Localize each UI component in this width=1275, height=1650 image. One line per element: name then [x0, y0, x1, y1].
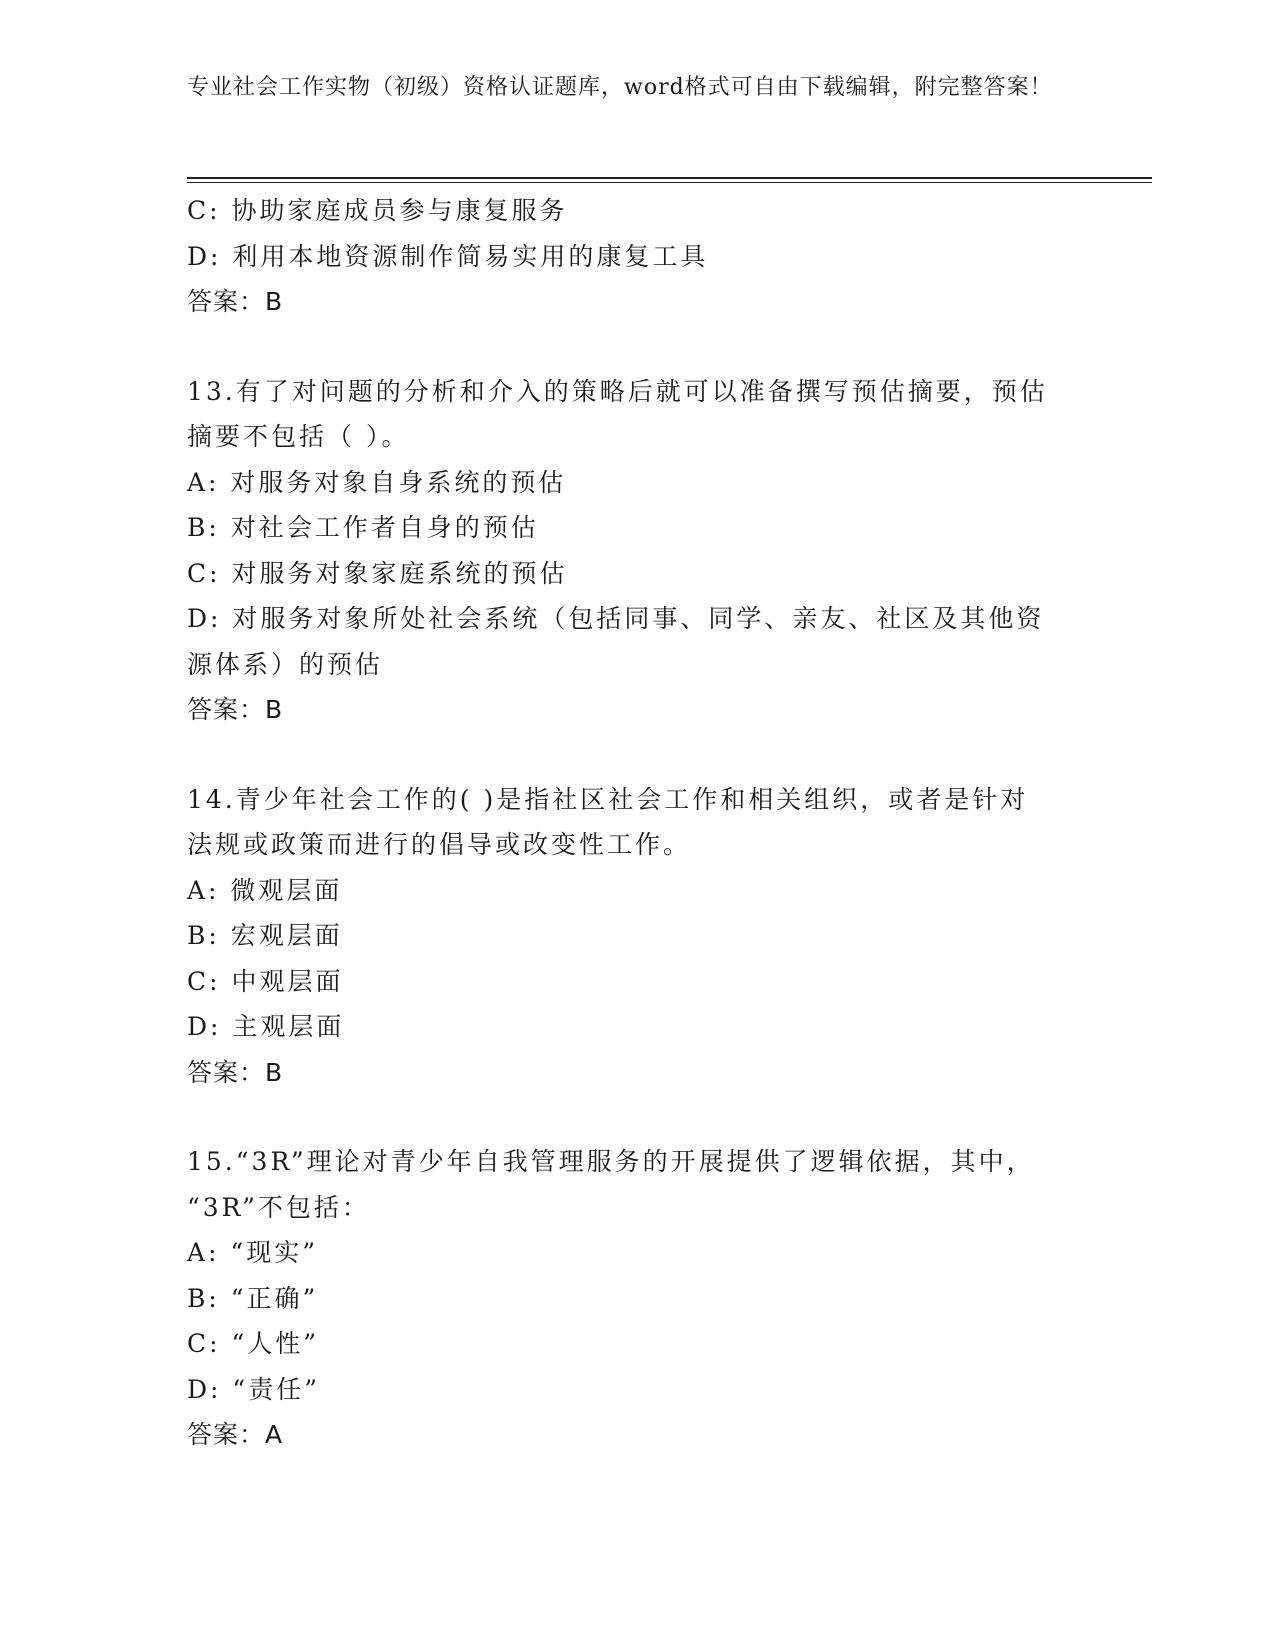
option-c: C: 中观层面	[187, 966, 344, 996]
option-d-continued: 源体系）的预估	[187, 649, 384, 679]
option-b: B: 对社会工作者自身的预估	[187, 513, 539, 542]
question-13	[187, 369, 1087, 733]
question-text-line: 法规或政策而进行的倡导或改变性工作。	[187, 830, 692, 859]
answer: 答案：B	[187, 1057, 284, 1087]
header-divider-thick	[187, 177, 1152, 179]
answer: 答案：B	[187, 287, 284, 316]
option-c: C: “人性”	[187, 1329, 320, 1358]
option-b: B: 宏观层面	[187, 921, 343, 950]
question-15	[187, 1139, 1087, 1458]
question-text-line: 15.“3R”理论对青少年自我管理服务的开展提供了逻辑依据，其中，	[187, 1147, 1035, 1176]
answer: 答案：A	[187, 1420, 284, 1449]
header-divider-thin	[187, 182, 1152, 183]
question-text-line: 14.青少年社会工作的( )是指社区社会工作和相关组织，或者是针对	[187, 784, 1029, 814]
header-text: 专业社会工作实物（初级）资格认证题库，word格式可自由下载编辑，附完整答案！	[187, 75, 1053, 100]
question-14	[187, 777, 1087, 1096]
option-c: C: 对服务对象家庭系统的预估	[187, 558, 568, 588]
option-a: A: 微观层面	[187, 875, 343, 905]
option-d: D: 利用本地资源制作简易实用的康复工具	[187, 241, 709, 271]
document-header	[187, 72, 1067, 104]
option-d: D: 主观层面	[187, 1012, 345, 1041]
question-text-line: “3R”不包括：	[187, 1192, 370, 1222]
option-a: A: “现实”	[187, 1238, 318, 1267]
previous-question-tail	[187, 188, 1087, 325]
question-content	[187, 188, 1087, 1458]
option-d: D: “责任”	[187, 1374, 320, 1404]
question-text-line: 摘要不包括（ ）。	[187, 422, 410, 451]
question-text-line: 13.有了对问题的分析和介入的策略后就可以准备撰写预估摘要，预估	[187, 376, 1048, 406]
option-d: D: 对服务对象所处社会系统（包括同事、同学、亲友、社区及其他资	[187, 604, 1045, 633]
option-c: C: 协助家庭成员参与康复服务	[187, 196, 568, 225]
answer: 答案：B	[187, 695, 284, 724]
option-b: B: “正确”	[187, 1283, 319, 1313]
option-a: A: 对服务对象自身系统的预估	[187, 467, 567, 497]
